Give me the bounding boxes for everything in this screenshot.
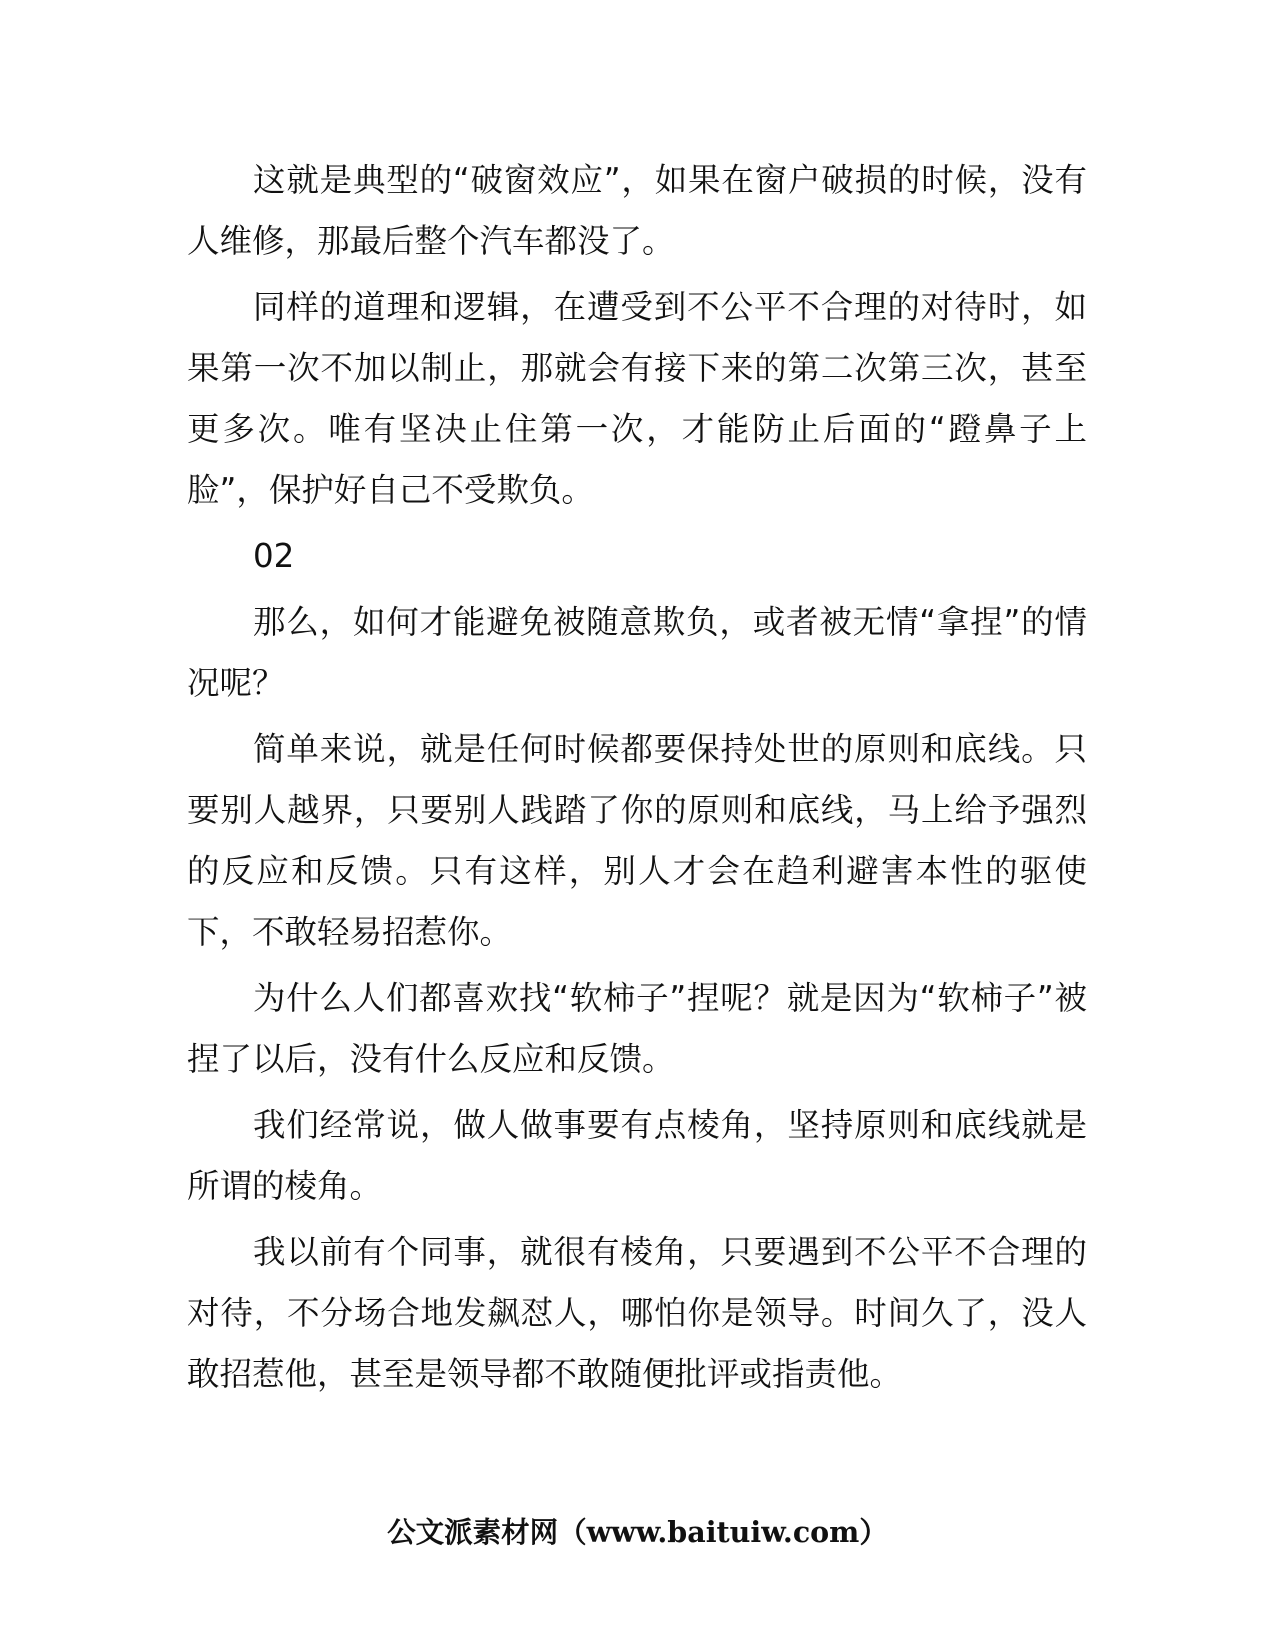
paragraph-colleague: 我以前有个同事，就很有棱角，只要遇到不公平不合理的对待，不分场合地发飙怼人，哪怕你是领导。时间久了，没人敢招惹他，甚至是领导都不敢随便批评或指责他。 bbox=[187, 1233, 1087, 1393]
page-footer-source: 公文派素材网（www.baituiw.com） bbox=[387, 1515, 888, 1549]
paragraph-principles: 简单来说，就是任何时候都要保持处世的原则和底线。只要别人越界，只要别人践踏了你的原则和底线，马上给予强烈的反应和反馈。只有这样，别人才会在趋利避害本性的驱使下，不敢轻易招惹你。 bbox=[187, 730, 1087, 951]
section-number: 02 bbox=[253, 537, 295, 575]
paragraph-same-logic: 同样的道理和逻辑，在遭受到不公平不合理的对待时，如果第一次不加以制止，那就会有接下来的第二次第三次，甚至更多次。唯有坚决止住第一次，才能防止后面的“蹬鼻子上脸”，保护好自己不受欺负。 bbox=[187, 288, 1087, 509]
document-body bbox=[187, 150, 1087, 1410]
paragraph-question: 那么，如何才能避免被随意欺负，或者被无情“拿捏”的情况呢？ bbox=[187, 603, 1087, 702]
paragraph-soft-persimmon: 为什么人们都喜欢找“软柿子”捏呢？就是因为“软柿子”被捏了以后，没有什么反应和反馈。 bbox=[187, 979, 1087, 1078]
paragraph-edges: 我们经常说，做人做事要有点棱角，坚持原则和底线就是所谓的棱角。 bbox=[187, 1106, 1087, 1205]
paragraph-broken-window: 这就是典型的“破窗效应”，如果在窗户破损的时候，没有人维修，那最后整个汽车都没了。 bbox=[187, 161, 1087, 260]
